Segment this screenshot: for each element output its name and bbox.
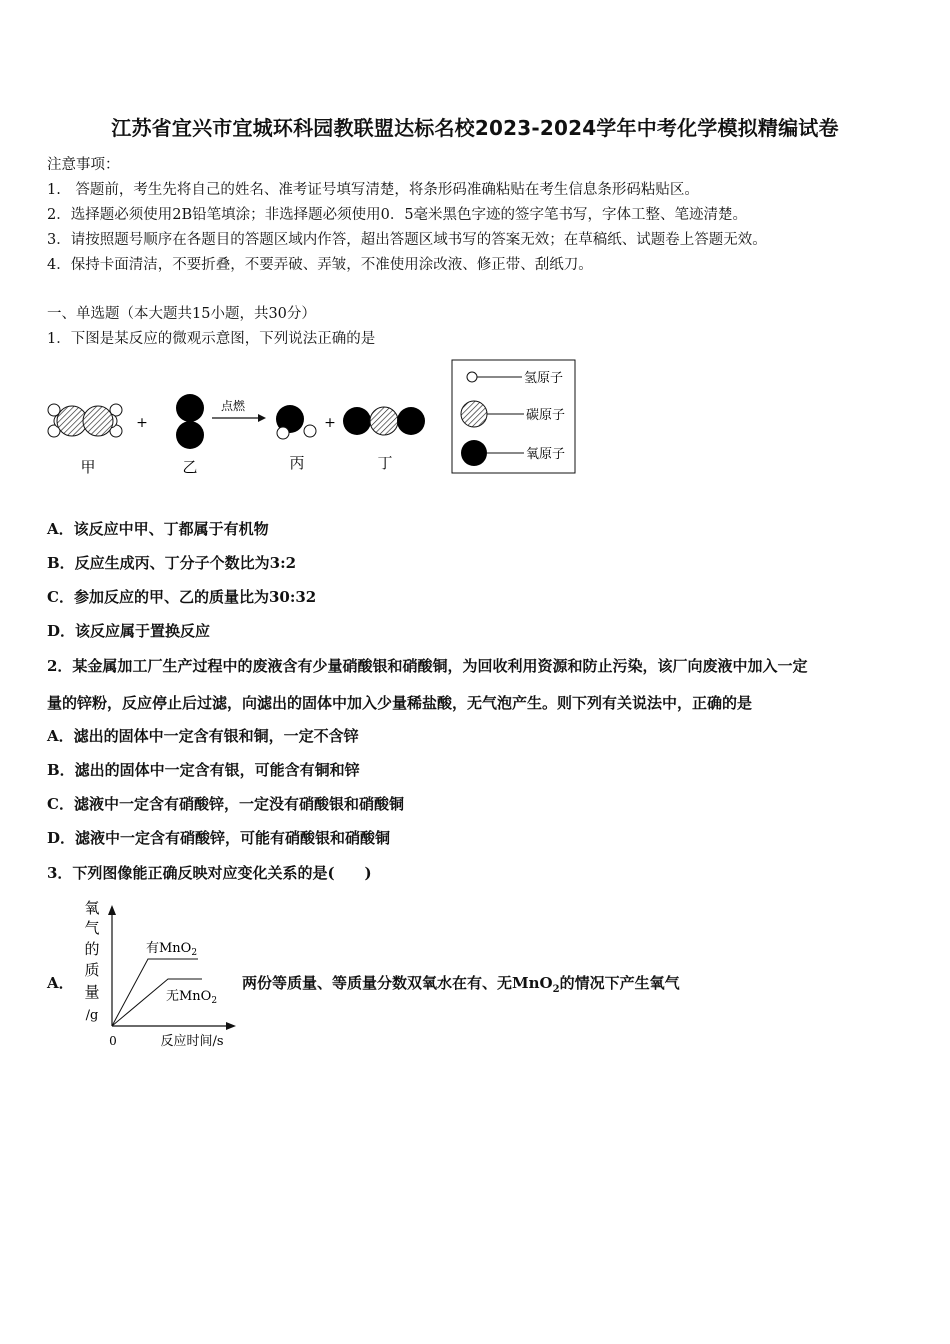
notice-item-4: 4．保持卡面清洁，不要折叠，不要弄破、弄皱，不准使用涂改液、修正带、刮纸刀。 [47, 257, 593, 273]
reaction-condition: 点燃 [220, 399, 246, 413]
molecule-yi [176, 394, 204, 449]
notice-heading: 注意事项： [47, 157, 120, 173]
label-bing: 丙 [289, 454, 305, 472]
label-jia: 甲 [80, 458, 96, 476]
x-label: 反应时间/s [160, 1034, 224, 1049]
y-label-char-1: 氧 [84, 899, 100, 917]
q2-stem-line1: 2．某金属加工厂生产过程中的废液含有少量硝酸银和硝酸铜，为回收利用资源和防止污染，该厂向废液中加入一定 [47, 657, 808, 675]
notice-item-1: 1. 答题前，考生先将自己的姓名、准考证号填写清楚，将条形码准确粘贴在考生信息条形码粘贴区。 [47, 182, 699, 198]
label-ding: 丁 [377, 454, 393, 472]
q1-stem: 1．下图是某反应的微观示意图，下列说法正确的是 [47, 331, 376, 347]
label-without-mno2: 无MnO$_2$ [166, 989, 218, 1006]
notice-item-2: 2．选择题必须使用2B铅笔填涂；非选择题必须使用0．5毫米黑色字迹的签字笔书写，字体工整、笔迹清楚。 [47, 207, 748, 223]
page-title: 江苏省宜兴市宜城环科园教联盟达标名校2023-2024学年中考化学模拟精编试卷 [111, 116, 839, 140]
q3-option-a-letter: A． [47, 974, 74, 992]
plus-sign-2: + [324, 415, 336, 431]
reaction-diagram [40, 355, 585, 480]
y-label-char-2: 气 [84, 919, 100, 937]
q1-option-b: B．反应生成丙、丁分子个数比为3:2 [47, 554, 297, 572]
q2-option-c: C．滤液中一定含有硝酸锌，一定没有硝酸银和硝酸铜 [47, 795, 404, 813]
plus-sign-1: + [136, 415, 148, 431]
y-label-char-5: 量 [84, 983, 100, 1001]
section-heading: 一、单选题（本大题共15小题，共30分） [47, 306, 316, 322]
q2-option-a: A．滤出的固体中一定含有银和铜，一定不含锌 [47, 727, 359, 745]
y-unit: /g [85, 1008, 99, 1023]
q2-option-b: B．滤出的固体中一定含有银，可能含有铜和锌 [47, 761, 360, 779]
q2-option-d: D．滤液中一定含有硝酸锌，可能有硝酸银和硝酸铜 [47, 829, 391, 847]
molecule-jia [48, 404, 122, 437]
y-label-char-4: 质 [84, 961, 100, 979]
label-yi: 乙 [182, 458, 198, 476]
legend-carbon: 碳原子 [526, 408, 566, 423]
label-with-mno2: 有MnO$_2$ [146, 941, 198, 958]
q1-option-c: C．参加反应的甲、乙的质量比为30:32 [47, 588, 317, 606]
q3-stem: 3．下列图像能正确反映对应变化关系的是( ) [47, 864, 372, 882]
molecule-bing [276, 405, 316, 439]
legend-hydrogen: 氢原子 [524, 371, 564, 386]
legend-oxygen: 氧原子 [526, 447, 566, 462]
notice-item-3: 3．请按照题号顺序在各题目的答题区域内作答，超出答题区域书写的答案无效；在草稿纸、试题卷上答题无效。 [47, 232, 767, 248]
oxygen-mass-graph [80, 893, 240, 1055]
atom-legend [452, 360, 575, 473]
q1-option-d: D．该反应属于置换反应 [47, 622, 211, 640]
q3-option-a-text: 两份等质量、等质量分数双氧水在有、无MnO$_2$的情况下产生氧气 [242, 974, 680, 995]
molecule-ding [343, 407, 425, 435]
q2-stem-line2: 量的锌粉，反应停止后过滤，向滤出的固体中加入少量稀盐酸，无气泡产生。则下列有关说法中，正确的是 [47, 694, 753, 712]
origin-label: 0 [109, 1034, 117, 1048]
y-label-char-3: 的 [84, 940, 100, 958]
q1-option-a: A．该反应中甲、丁都属于有机物 [47, 520, 269, 538]
